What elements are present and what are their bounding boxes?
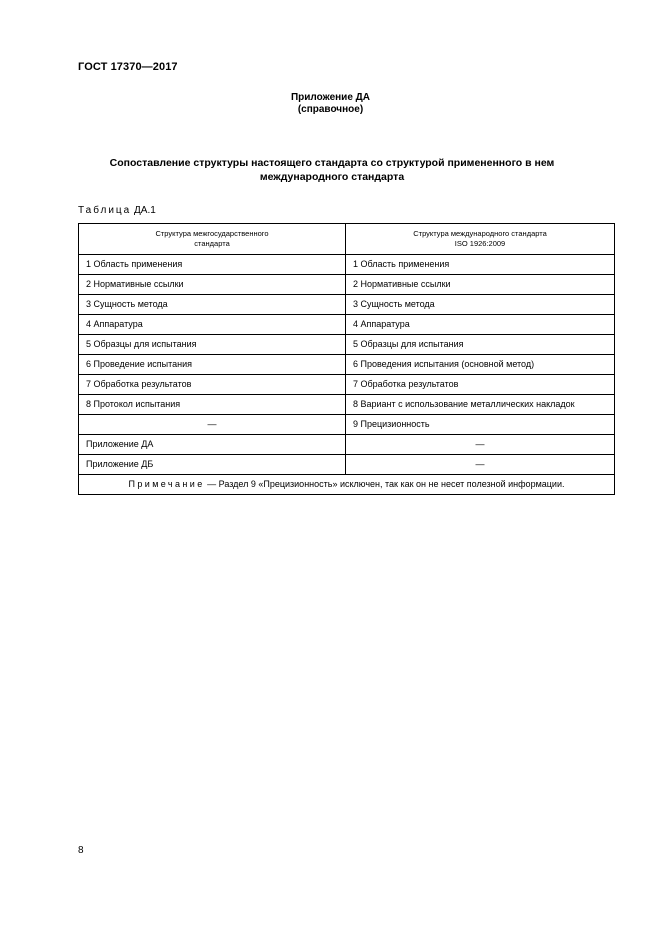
table-caption-id: ДА.1 bbox=[134, 205, 156, 216]
document-code: ГОСТ 17370—2017 bbox=[78, 61, 178, 73]
table-note-row bbox=[79, 475, 615, 495]
column-header-line: ISO 1926:2009 bbox=[454, 239, 506, 248]
column-header-line: Структура межгосударственного bbox=[155, 229, 269, 238]
cell-international: 9 Прецизионность bbox=[346, 415, 615, 435]
cell-international: — bbox=[346, 435, 615, 455]
column-header-interstate bbox=[79, 224, 346, 255]
column-header-international bbox=[346, 224, 615, 255]
cell-international: 1 Область применения bbox=[346, 255, 615, 275]
cell-international: 5 Образцы для испытания bbox=[346, 335, 615, 355]
cell-interstate: — bbox=[79, 415, 346, 435]
cell-interstate: 8 Протокол испытания bbox=[79, 395, 346, 415]
table-note-text: — Раздел 9 «Прецизионность» исключен, так как он не несет полезной информации. bbox=[204, 479, 565, 489]
table-row bbox=[79, 415, 615, 435]
cell-interstate: 1 Область применения bbox=[79, 255, 346, 275]
column-header-line: Структура международного стандарта bbox=[413, 229, 547, 238]
table-note bbox=[79, 475, 615, 495]
cell-international: 4 Аппаратура bbox=[346, 315, 615, 335]
cell-interstate: 6 Проведение испытания bbox=[79, 355, 346, 375]
table-row bbox=[79, 455, 615, 475]
cell-international: 7 Обработка результатов bbox=[346, 375, 615, 395]
cell-interstate: 3 Сущность метода bbox=[79, 295, 346, 315]
appendix-title: Приложение ДА bbox=[290, 92, 371, 103]
table-caption bbox=[78, 205, 156, 216]
cell-interstate: 4 Аппаратура bbox=[79, 315, 346, 335]
comparison-table bbox=[78, 223, 615, 495]
cell-interstate: 2 Нормативные ссылки bbox=[79, 275, 346, 295]
cell-interstate: 7 Обработка результатов bbox=[79, 375, 346, 395]
table-row bbox=[79, 315, 615, 335]
cell-international: — bbox=[346, 455, 615, 475]
column-header-line: стандарта bbox=[194, 239, 230, 248]
table-note-label: Примечание bbox=[128, 479, 205, 489]
table-caption-label: Таблица bbox=[78, 205, 132, 216]
cell-interstate: Приложение ДА bbox=[79, 435, 346, 455]
page-number: 8 bbox=[78, 845, 84, 856]
section-heading: Сопоставление структуры настоящего стандарта со структурой примененного в нем международного стандарта bbox=[109, 157, 555, 183]
cell-international: 6 Проведения испытания (основной метод) bbox=[346, 355, 615, 375]
cell-interstate: Приложение ДБ bbox=[79, 455, 346, 475]
table-row bbox=[79, 255, 615, 275]
table-header-row bbox=[79, 224, 615, 255]
cell-interstate: 5 Образцы для испытания bbox=[79, 335, 346, 355]
appendix-subtitle: (справочное) bbox=[297, 104, 364, 115]
table-row bbox=[79, 435, 615, 455]
cell-international: 2 Нормативные ссылки bbox=[346, 275, 615, 295]
table-row bbox=[79, 335, 615, 355]
table-row bbox=[79, 275, 615, 295]
cell-international: 3 Сущность метода bbox=[346, 295, 615, 315]
table-row bbox=[79, 355, 615, 375]
table-row bbox=[79, 395, 615, 415]
table-row bbox=[79, 375, 615, 395]
cell-international: 8 Вариант с использование металлических накладок bbox=[346, 395, 615, 415]
table-row bbox=[79, 295, 615, 315]
